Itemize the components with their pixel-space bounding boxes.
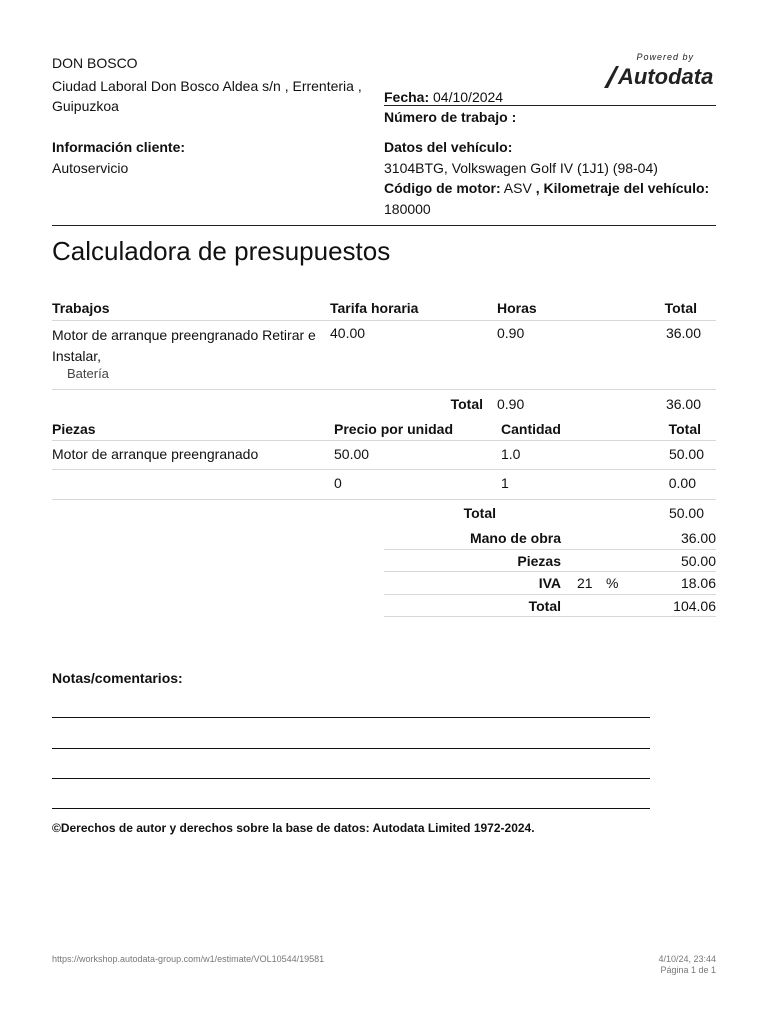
iva-value: 18.06 [680, 575, 716, 591]
section-divider [52, 225, 716, 226]
trabajos-total-horas: 0.90 [497, 396, 525, 412]
piezas-total-label: Total [463, 505, 496, 521]
powered-by-text: Powered by [636, 52, 694, 62]
fecha [384, 89, 503, 105]
summary-divider [384, 571, 716, 572]
trabajos-total-label: Total [450, 396, 483, 412]
notes-line [52, 748, 650, 749]
trabajos-total-value: 36.00 [665, 396, 701, 412]
pieza-desc: Motor de arranque preengranado [52, 446, 259, 462]
mano-obra-value: 36.00 [680, 530, 716, 546]
trabajo-horas: 0.90 [497, 325, 525, 341]
vehiculo-label: Datos del vehículo: [384, 139, 513, 155]
notes-line [52, 808, 650, 809]
trabajo-tarifa: 40.00 [330, 325, 366, 341]
pieza-cantidad: 1.0 [501, 446, 521, 462]
iva-pct: % [606, 575, 619, 591]
notes-line [52, 717, 650, 718]
copyright: ©Derechos de autor y derechos sobre la base de datos: Autodata Limited 1972-2024. [52, 821, 535, 835]
pieza-precio: 0 [334, 475, 342, 491]
fecha-value: 04/10/2024 [433, 89, 504, 105]
piezas-row-divider [52, 499, 716, 500]
pieza-cantidad: 1 [501, 475, 509, 491]
cliente-value: Autoservicio [52, 160, 129, 176]
piezas-header-divider [52, 440, 716, 441]
trabajo-sub: Batería [67, 366, 109, 381]
notas-label: Notas/comentarios: [52, 670, 183, 686]
summary-divider [384, 549, 716, 550]
precio-header: Precio por unidad [334, 421, 454, 437]
trabajos-header-divider [52, 320, 716, 321]
summary-piezas-value: 50.00 [680, 553, 716, 569]
pieza-total: 50.00 [668, 446, 704, 462]
cliente-label: Información cliente: [52, 139, 186, 155]
mano-obra-label: Mano de obra [469, 530, 561, 546]
company-address: Ciudad Laboral Don Bosco Aldea s/n , Errenteria , Guipuzkoa [52, 78, 362, 114]
piezas-row-divider [52, 469, 716, 470]
header-divider [384, 105, 716, 106]
piezas-total-header: Total [668, 421, 701, 437]
grand-total-label: Total [528, 598, 561, 614]
iva-label: IVA [538, 575, 561, 591]
autodata-logo [606, 52, 716, 90]
fecha-label: Fecha: [384, 89, 430, 105]
company-name: DON BOSCO [52, 55, 138, 71]
summary-divider [384, 594, 716, 595]
iva-rate: 21 [577, 575, 593, 591]
footer-page: Página 1 de 1 [660, 965, 716, 975]
trabajos-total-header: Total [664, 300, 697, 316]
page-title: Calculadora de presupuestos [52, 236, 391, 266]
km-value: 180000 [384, 201, 431, 217]
vehiculo-value: 3104BTG, Volkswagen Golf IV (1J1) (98-04) [384, 160, 658, 176]
notes-line [52, 778, 650, 779]
numero-trabajo-label: Número de trabajo : [384, 109, 517, 125]
pieza-precio: 50.00 [334, 446, 370, 462]
footer-url: https://workshop.autodata-group.com/w1/estimate/VOL10544/19581 [52, 954, 325, 964]
km-label: , Kilometraje del vehículo: [535, 180, 710, 196]
trabajo-desc: Motor de arranque preengranado Retirar e Instalar, [52, 327, 316, 364]
cantidad-header: Cantidad [501, 421, 561, 437]
autodata-logo-text: Autodata [618, 64, 714, 89]
tarifa-header: Tarifa horaria [330, 300, 419, 316]
summary-divider [384, 616, 716, 617]
trabajo-total: 36.00 [665, 325, 701, 341]
motor-value: ASV [503, 180, 532, 196]
piezas-header: Piezas [52, 421, 96, 437]
piezas-total-value: 50.00 [668, 505, 704, 521]
motor-km [384, 180, 709, 196]
summary-piezas-label: Piezas [517, 553, 561, 569]
footer-datetime: 4/10/24, 23:44 [658, 954, 716, 964]
pieza-total: 0.00 [668, 475, 696, 491]
trabajos-row-divider [52, 389, 716, 390]
motor-label: Código de motor: [384, 180, 501, 196]
trabajos-header: Trabajos [52, 300, 110, 316]
grand-total-value: 104.06 [673, 598, 716, 614]
horas-header: Horas [497, 300, 537, 316]
